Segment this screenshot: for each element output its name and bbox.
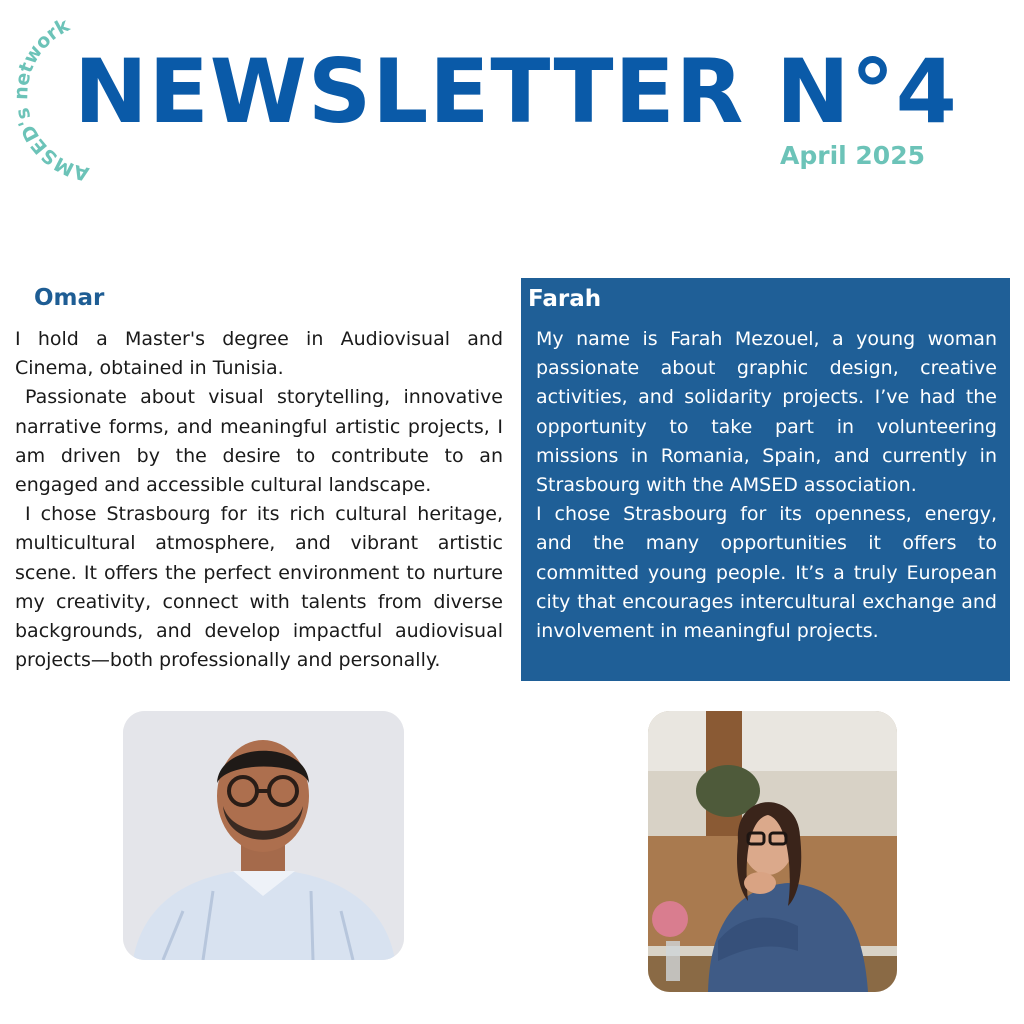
omar-bio bbox=[15, 325, 503, 675]
farah-bio bbox=[536, 325, 997, 646]
omar-paragraph: I hold a Master's degree in Audiovisual and Cinema, obtained in Tunisia. bbox=[15, 328, 503, 380]
farah-paragraph: I chose Strasbourg for its openness, energy, and the many opportunities it offers to committed young people. It’s a truly European city that encourages intercultural exchange and involvement in meaningful projects. bbox=[536, 503, 997, 643]
newsletter-title: NEWSLETTER N°4 bbox=[74, 40, 958, 143]
farah-name: Farah bbox=[528, 286, 602, 312]
omar-photo bbox=[123, 711, 404, 960]
issue-date: April 2025 bbox=[780, 141, 925, 170]
omar-name: Omar bbox=[34, 285, 105, 311]
farah-panel bbox=[521, 278, 1010, 681]
network-label: AMSED's network bbox=[10, 14, 92, 185]
farah-photo bbox=[648, 711, 897, 992]
omar-paragraph: Passionate about visual storytelling, innovative narrative forms, and meaningful artistic projects, I am driven by the desire to contribute to an engaged and accessible cultural landscape. bbox=[15, 386, 503, 497]
omar-paragraph: I chose Strasbourg for its rich cultural heritage, multicultural atmosphere, and vibrant artistic scene. It offers the perfect environment to nurture my creativity, connect with talents from diverse backgrounds, and develop impactful audiovisual projects—both professionally and personally. bbox=[15, 503, 503, 672]
farah-paragraph: My name is Farah Mezouel, a young woman passionate about graphic design, creative activities, and solidarity projects. I’ve had the opportunity to take part in volunteering missions in Romania, Spain, and currently in Strasbourg with the AMSED association. bbox=[536, 328, 997, 497]
